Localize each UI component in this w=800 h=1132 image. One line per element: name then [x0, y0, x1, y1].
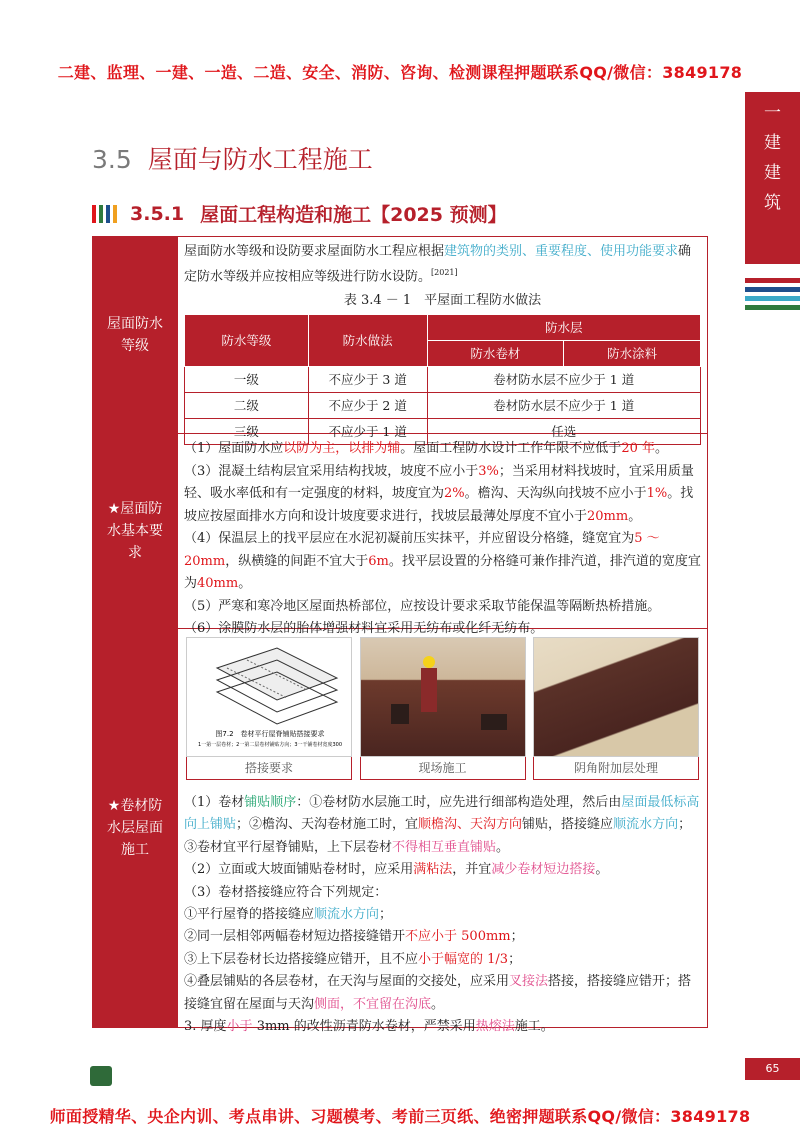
subsection-title: [92, 200, 507, 227]
side-tab-char: 一: [764, 103, 781, 123]
th-membrane: 防水卷材: [427, 341, 564, 367]
photo-strip: [184, 631, 701, 780]
rule-item: （2）立面或大坡面铺贴卷材时，应采用满粘法，并宜减少卷材短边搭接。: [184, 862, 609, 878]
rule-item: ③上下层卷材长边搭接缝应错开，且不应小于幅宽的 1/3；: [184, 951, 522, 967]
req-item: （1）屋面防水应以防为主，以排为辅。屋面工程防水设计工作年限不应低于20 年。: [184, 441, 669, 456]
side-tab-char: 建: [764, 163, 781, 183]
rule-item: （3）卷材搭接缝应符合下列规定：: [184, 884, 388, 900]
stripe: [745, 305, 800, 310]
row-waterproof-grade: [93, 237, 707, 440]
row-label: 屋面防水等级: [93, 237, 178, 433]
row-content: [178, 629, 707, 1035]
row-content: [178, 434, 707, 636]
stripe: [745, 296, 800, 301]
side-tab-char: 建: [764, 133, 781, 153]
publisher-logo-icon: [90, 1066, 112, 1086]
side-chapter-tab: [745, 92, 800, 264]
rule-item: 3. 厚度小于 3mm 的改性沥青防水卷材，严禁采用热熔法施工。: [184, 1019, 554, 1035]
section-heading: 屋面与防水工程施工: [147, 145, 373, 174]
table-row: 三级 不应少于 1 道 任选: [185, 419, 701, 445]
figure-caption: 图7.2 卷材平行屋脊铺贴搭接要求: [215, 730, 325, 738]
row-content: [178, 237, 707, 440]
content-table: [92, 236, 708, 1035]
stripe: [745, 287, 800, 292]
page-number: 65: [745, 1058, 800, 1080]
th-coating: 防水涂料: [564, 341, 701, 367]
membrane-rules: [184, 792, 701, 1038]
table-caption: 表 3.4 － 1 平屋面工程防水做法: [343, 293, 542, 309]
photo-caption: 阴角附加层处理: [533, 757, 699, 780]
section-number: 3.5: [92, 145, 132, 174]
rule-item: （1）卷材铺贴顺序：①卷材防水层施工时，应先进行细部构造处理，然后由屋面最低标高向上铺贴；②檐沟、天沟卷材施工时，宜顺檐沟、天沟方向铺贴，搭接缝应顺流水方向；③卷材宜平行屋脊铺贴，上下层卷材不得相互垂直铺贴。: [184, 795, 700, 855]
table-row: 二级 不应少于 2 道 卷材防水层不应少于 1 道: [185, 393, 701, 419]
corner-photo: [533, 637, 699, 757]
th-grade: 防水等级: [185, 315, 309, 367]
row-label: ★屋面防水基本要求: [93, 434, 178, 628]
promo-banner-top: 二建、监理、一建、一造、二造、安全、消防、咨询、检测课程押题联系QQ/微信：3849178: [57, 63, 743, 82]
photo-corner: [533, 637, 699, 780]
bars-icon: [92, 205, 120, 223]
promo-banner-bottom: 师面授精华、央企内训、考点串讲、习题模考、考前三页纸、绝密押题联系QQ/微信：3849178: [49, 1107, 751, 1126]
rule-item: ②同一层相邻两幅卷材短边搭接缝错开不应小于 500mm；: [184, 929, 524, 945]
rule-item: ④叠层铺贴的各层卷材，在天沟与屋面的交接处，应采用叉接法搭接，搭接缝应错开；搭接缝宜留在屋面与天沟侧面，不宜留在沟底。: [184, 974, 692, 1012]
grade-table: [184, 314, 701, 445]
req-item: （6）涂膜防水层的胎体增强材料宜采用无纺布或化纤无纺布。: [184, 621, 544, 636]
th-method: 防水做法: [308, 315, 427, 367]
photo-site: [360, 637, 526, 780]
overlap-diagram: [186, 637, 352, 757]
req-item: （4）保温层上的找平层应在水泥初凝前压实抹平，并应留设分格缝，缝宽宜为5 ～ 20mm，纵横缝的间距不宜大于6m。找平层设置的分格缝可兼作排汽道，排汽道的宽度宜为40mm。: [184, 531, 701, 591]
rule-item: ①平行屋脊的搭接缝应顺流水方向；: [184, 907, 393, 923]
photo-caption: 搭接要求: [186, 757, 352, 780]
side-stripes: [745, 278, 800, 314]
subsection-heading: 屋面工程构造和施工【2025 预测】: [200, 204, 507, 226]
section-title: [92, 140, 373, 176]
table-row: 一级 不应少于 3 道 卷材防水层不应少于 1 道: [185, 367, 701, 393]
req-item: （3）混凝土结构层宜采用结构找坡，坡度不应小于3%；当采用材料找坡时，宜采用质量轻、吸水率低和有一定强度的材料，坡度宜为2%。檐沟、天沟纵向找坡不应小于1%。找坡应按屋面排水方向和设计坡度要求进行，找坡层最薄处厚度不宜小于20mm。: [184, 463, 694, 524]
photo-overlap: [186, 637, 352, 780]
figure-legend: 1一第一层卷材；2一第二层卷材铺贴方向；3一干铺卷材宽度300: [197, 742, 343, 748]
grade-intro: 屋面防水等级和设防要求屋面防水工程应根据建筑物的类别、重要程度、使用功能要求确定防水等级并应按相应等级进行防水设防。[2021]: [184, 244, 692, 285]
site-photo: [360, 637, 526, 757]
row-membrane-construction: [93, 629, 707, 1035]
subsection-number: 3.5.1: [130, 202, 185, 225]
photo-caption: 现场施工: [360, 757, 526, 780]
row-label: ★卷材防水层屋面施工: [93, 629, 178, 1027]
side-tab-char: 筑: [764, 193, 781, 213]
req-item: （5）严寒和寒冷地区屋面热桥部位，应按设计要求采取节能保温等隔断热桥措施。: [184, 598, 661, 614]
th-layer: 防水层: [427, 315, 701, 341]
stripe: [745, 278, 800, 283]
row-basic-requirements: [93, 434, 707, 636]
